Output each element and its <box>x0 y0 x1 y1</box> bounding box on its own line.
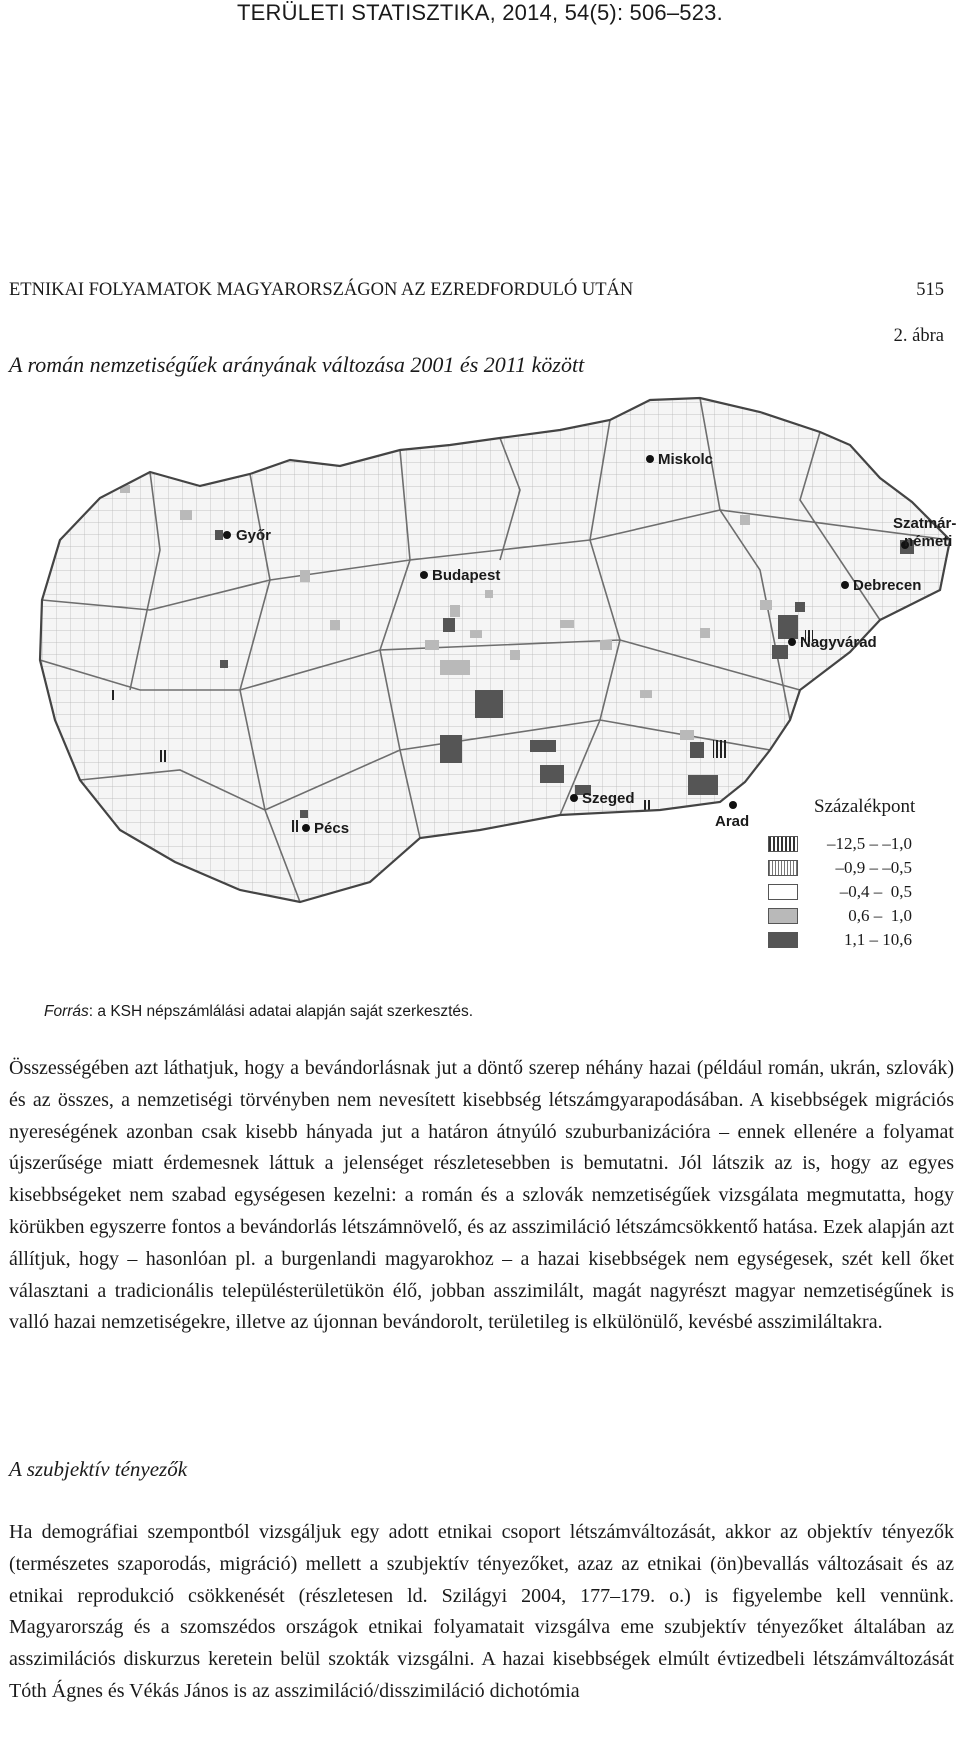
legend-label: –12,5 – –1,0 <box>827 834 912 853</box>
city-label-gyor: Győr <box>236 527 272 544</box>
legend-item <box>768 928 958 952</box>
legend-swatch <box>768 836 798 852</box>
legend-swatch <box>768 908 798 924</box>
legend-item <box>768 904 958 928</box>
legend-item <box>768 880 958 904</box>
city-label-szatmar-2: németi <box>904 533 953 550</box>
journal-header: TERÜLETI STATISZTIKA, 2014, 54(5): 506–523. <box>237 0 723 25</box>
city-label-miskolc: Miskolc <box>658 451 714 468</box>
legend-label: 1,1 – 10,6 <box>844 930 912 949</box>
section-heading: A szubjektív tényezők <box>9 1457 188 1481</box>
figure-number: 2. ábra <box>893 326 944 346</box>
figure-source <box>44 1003 473 1021</box>
legend-item <box>768 856 958 880</box>
legend-label: 0,6 – 1,0 <box>848 906 912 925</box>
figure-title: A román nemzetiségűek arányának változása 2001 és 2011 között <box>9 352 585 377</box>
city-label-pecs: Pécs <box>314 820 350 837</box>
legend-swatch <box>768 860 798 876</box>
page-number: 515 <box>916 280 944 300</box>
city-label-budapest: Budapest <box>432 567 501 584</box>
legend-title: Százalékpont <box>814 796 916 817</box>
map-legend <box>768 796 958 952</box>
legend-label: –0,4 – 0,5 <box>839 882 912 901</box>
legend-item <box>768 832 958 856</box>
source-text: : a KSH népszámlálási adatai alapján saját szerkesztés. <box>88 1003 474 1020</box>
body-paragraph-1: Összességében azt láthatjuk, hogy a bevándorlásnak jut a döntő szerep néhány hazai (például román, ukrán, szlovák) és az összes, a nemzetiségi törvényben nem nevesített kisebbség létszámgyarapodásában. A kisebbségek migrációs nyereségének azonban csak kisebb hányada jut a határon átnyúló szuburbanizációra – ennek ellenére a folyamat újszerűsége miatt érdemesnek láttuk a jelenséget részletesebben is bemutatni. Jól látszik az is, hogy az egyes kisebbségeket nem szabad egységesen kezelni: a román és a szlovák nemzetiségűek vizsgálata megmutatta, hogy körükben egyszerre fontos a bevándorlás létszámnövelő, és az asszimiláció létszámcsökkentő hatása. Ezek alapján azt állítjuk, hogy – hasonlóan pl. a burgenlandi magyarokhoz – a hazai kisebbségek nem egységesek, szét kell őket választani a tradicionális településterületükön élő, jobban asszimilált, magát nagyrészt magyar nemzetiségűnek is valló hazai nemzetiségekre, illetve az újonnan bevándorolt, területileg is elkülönülő, kevésbé asszimiláltakra. <box>9 1057 954 1334</box>
city-label-szeged: Szeged <box>582 790 635 807</box>
city-label-szatmar-1: Szatmár- <box>893 515 957 532</box>
city-label-arad: Arad <box>715 813 750 830</box>
body-paragraph-2: Ha demográfiai szempontból vizsgáljuk egy adott etnikai csoport létszámváltozását, akkor az objektív tényezők (természetes szaporodás, migráció) mellett a szubjektív tényezőket, azaz az etnikai (ön)bevallás változásait és az etnikai reprodukció csökkenését (részletesen ld. Szilágyi 2004, 177–179. o.) is figyelembe kell vennünk. Magyarország és a szomszédos országok etnikai folyamatait vizsgálva eme szubjektív tényezőket általában az asszimilációs diskurzus keretein belül szokták vizsgálni. A hazai kisebbségek elmúlt évtizedbeli létszámváltozását Tóth Ágnes és Vékás János is az asszimiláció/disszimiláció dichotómia <box>9 1521 954 1702</box>
legend-swatch <box>768 884 798 900</box>
running-head: ETNIKAI FOLYAMATOK MAGYARORSZÁGON AZ EZREDFORDULÓ UTÁN <box>9 280 634 300</box>
source-label: Forrás <box>44 1003 89 1020</box>
city-label-debrecen: Debrecen <box>853 577 922 594</box>
legend-label: –0,9 – –0,5 <box>835 858 912 877</box>
city-label-nagyvarad: Nagyvárad <box>800 634 877 651</box>
legend-swatch <box>768 932 798 948</box>
